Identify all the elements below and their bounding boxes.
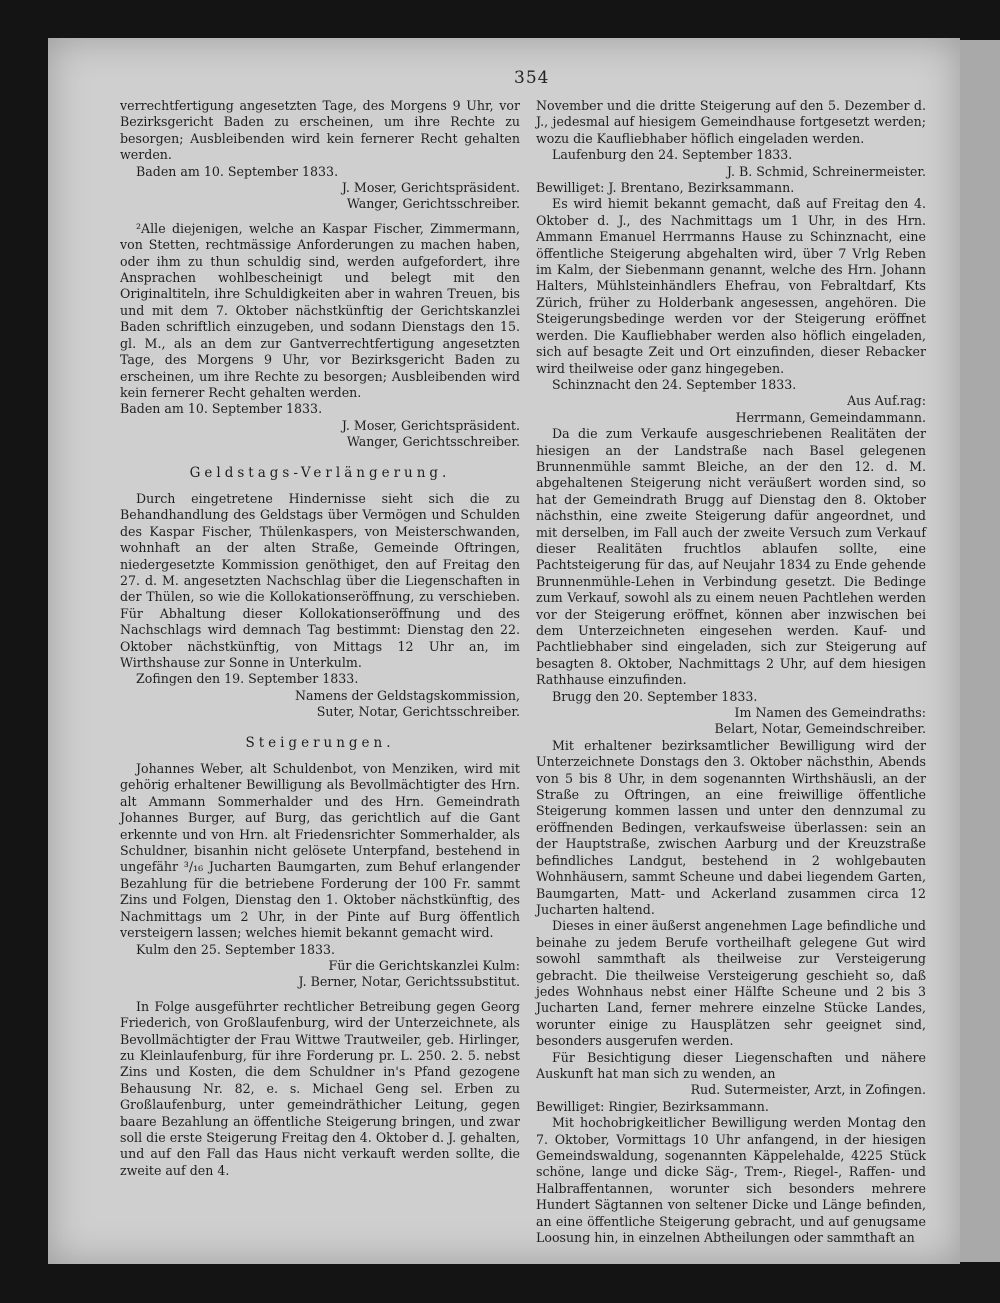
left-column	[120, 98, 520, 1179]
signature: Rud. Sutermeister, Arzt, in Zofingen.	[690, 1082, 926, 1098]
notice-date: Brugg den 20. September 1833.	[552, 688, 758, 704]
notice-body: Johannes Weber, alt Schuldenbot, von Menziken, wird mit gehörig erhaltener Bewilligung als Bevollmächtigter des Hrn. alt Ammann Sommerhalder und des Hrn. Gemeindrath Johannes Burger, auf Burg, das gerichtlich auf die Gant erkennte und von Hrn. alt Friedensrichter Sommerhalder, als Schuldner, bisanhin nicht gelösete Unterpfand, bestehend in ungefähr ³/₁₆ Jucharten Baumgarten, zum Behuf erlangender Bezahlung für die betriebene Forderung der 100 Fr. sammt Zins und Folgen, Dienstag den 1. Oktober nächstkünftig, des Nachmittags um 2 Uhr, in der Pinte auf Burg öffentlich versteigern lassen; welches hiemit bekannt gemacht wird.	[120, 761, 520, 941]
signature: Wanger, Gerichtsschreiber.	[346, 196, 520, 212]
notice-body: Durch eingetretene Hindernisse sieht sich die zu Behandhandlung des Geldstags über Vermögen und Schulden des Kaspar Fischer, Thülenkaspers, von Meisterschwanden, wohnhaft an der alten Straße, Gemeinde Oftringen, niedergesetzte Kommission genöthiget, den auf Freitag den 27. d. M. angesetzten Nachschlag über die Liegenschaften in der Thülen, so wie die Kollokationseröffnung, zu verschieben. Für Abhaltung dieser Kollokationseröffnung und des Nachschlags wird demnach Tag bestimmt: Dienstag den 22. Oktober nächstkünftig, von Mittags 12 Uhr an, im Wirthshause zur Sonne in Unterkulm.	[120, 490, 520, 670]
signature: J. B. Schmid, Schreinermeister.	[726, 163, 926, 179]
signature: J. Moser, Gerichtspräsident.	[341, 180, 520, 196]
signature: Herrmann, Gemeindammann.	[735, 409, 926, 425]
notice-date: Schinznacht den 24. September 1833.	[552, 376, 797, 392]
adjacent-page-edge	[960, 40, 1000, 1262]
notice-continuation: November und die dritte Steigerung auf den 5. Dezember d. J., jedesmal auf hiesigem Gemeindhause fortgesetzt werden; wozu die Kaufliebhaber höflich eingeladen werden.	[536, 98, 926, 146]
notice-date: Baden am 10. September 1833.	[120, 401, 323, 417]
notice-date: Baden am 10. September 1833.	[136, 163, 339, 179]
newspaper-page	[48, 38, 960, 1264]
signature: J. Berner, Notar, Gerichtssubstitut.	[298, 974, 520, 990]
section-heading: Geldstags-Verlängerung.	[189, 464, 451, 481]
right-column	[536, 98, 926, 1246]
approval-line: Bewilliget: J. Brentano, Bezirksammann.	[536, 180, 795, 196]
notice-date: Zofingen den 19. September 1833.	[136, 671, 359, 687]
signature: Aus Auf.rag:	[847, 393, 926, 409]
signature: Für die Gerichtskanzlei Kulm:	[328, 957, 520, 973]
signature: Suter, Notar, Gerichtsschreiber.	[316, 704, 520, 720]
section-heading: Steigerungen.	[245, 734, 395, 751]
notice-body: In Folge ausgeführter rechtlicher Betreibung gegen Georg Friederich, von Großlaufenburg, wird der Unterzeichnete, als Bevollmächtigter der Frau Wittwe Trautweiler, geb. Hirlinger, zu Kleinlaufenburg, für ihre Forderung pr. L. 250. 2. 5. nebst Zins und Kosten, die dem Schuldner in's Pfand gezogene Behausung Nr. 82, e. s. Michael Geng sel. Erben zu Großlaufenburg, unter gemeindräthicher Leitung, gegen baare Bezahlung an öffentliche Steigerung bringen, und zwar soll die erste Steigerung Freitag den 4. Oktober d. J. gehalten, und auf den Fall das Haus nicht verkauft werden sollte, die zweite auf den 4.	[120, 998, 520, 1178]
notice-body: ²Alle diejenigen, welche an Kaspar Fischer, Zimmermann, von Stetten, rechtmässige Anforderungen zu machen haben, oder ihm zu thun schuldig sind, werden aufgefordert, ihre Ansprachen wohlbescheinigt und belegt mit den Originaltiteln, ihre Schuldigkeiten aber in wahren Treuen, bis und mit dem 7. Oktober nächstkünftig der Gerichtskanzlei Baden schriftlich einzugeben, und sodann Dienstags den 15. gl. M., als an dem zur Gantverrechtfertigung angesetzten Tage, des Morgens 9 Uhr, vor Bezirksgericht Baden zu erscheinen, um ihre Rechte zu besorgen; Ausbleibenden wird kein fernerer Recht gehalten werden.	[120, 220, 520, 400]
notice-body: Dieses in einer äußerst angenehmen Lage befindliche und beinahe zu jedem Berufe vortheilhaft gelegene Gut wird sowohl sammthaft als theilweise zur Versteigerung gebracht. Die theilweise Versteigerung geschieht so, daß jedes Wohnhaus nebst einer Hälfte Scheune und 2 bis 3 Jucharten Land, ferner mehrere einzelne Stücke Landes, worunter einige zu Hausplätzen sehr geeignet sind, besonders ausgerufen werden.	[536, 918, 926, 1049]
signature: Belart, Notar, Gemeindschreiber.	[714, 721, 926, 737]
notice-continuation: verrechtfertigung angesetzten Tage, des Morgens 9 Uhr, vor Bezirksgericht Baden zu erscheinen, um ihre Rechte zu besorgen; Ausbleibenden wird kein fernerer Recht gehalten werden.	[120, 98, 520, 163]
notice-date: Kulm den 25. September 1833.	[136, 941, 336, 957]
notice-body: Für Besichtigung dieser Liegenschaften und nähere Auskunft hat man sich zu wenden, an	[536, 1049, 926, 1081]
signature: Im Namen des Gemeindraths:	[734, 705, 926, 721]
page-number: 354	[514, 68, 550, 88]
approval-line: Bewilliget: Ringier, Bezirksammann.	[536, 1098, 769, 1114]
notice-date: Laufenburg den 24. September 1833.	[552, 147, 793, 163]
signature: J. Moser, Gerichtspräsident.	[341, 417, 520, 433]
signature: Wanger, Gerichtsschreiber.	[346, 434, 520, 450]
notice-body: Es wird hiemit bekannt gemacht, daß auf Freitag den 4. Oktober d. J., des Nachmittags um 1 Uhr, in des Hrn. Ammann Emanuel Herrmanns Hause zu Schinznacht, eine öffentliche Steigerung abgehalten wird, über 7 Vrlg Reben im Kalm, der Siebenmann genannt, welche des Hrn. Johann Halters, Mühlsteinhändlers Ehefrau, von Febraltdarf, Kts Zürich, früher zu Holderbank angesessen, angehören. Die Steigerungsbedinge werden vor der Steigerung eröffnet werden. Die Kaufliebhaber werden also höflich eingeladen, sich auf besagte Zeit und Ort einzufinden, dieser Rebacker wird theilweise oder ganz hingegeben.	[536, 196, 926, 376]
notice-body: Mit hochobrigkeitlicher Bewilligung werden Montag den 7. Oktober, Vormittags 10 Uhr anfangend, in der hiesigen Gemeindswaldung, sogenannten Käppelehalde, 4225 Stück schöne, lange und dicke Säg-, Trem-, Riegel-, Raffen- und Halbraffentannen, worunter sich besonders mehrere Hundert Sägtannen von seltener Dicke und Länge befinden, an eine öffentliche Steigerung gebracht, und auf genugsame Loosung hin, in einzelnen Abtheilungen oder sammthaft an	[536, 1115, 926, 1246]
notice-body: Mit erhaltener bezirksamtlicher Bewilligung wird der Unterzeichnete Donstags den 3. Oktober nächsthin, Abends von 5 bis 8 Uhr, in dem sogenannten Wirthshäusli, an der Straße zu Oftringen, an eine freiwillige öffentliche Steigerung kommen lassen und unter den dennzumal zu eröffnenden Bedingen, verkaufsweise überlassen: sein an der Hauptstraße, zwischen Aarburg und der Kreuzstraße befindliches Landgut, bestehend in 2 wohlgebauten Wohnhäusern, sammt Scheune und dabei liegendem Garten, Baumgarten, Matt- und Ackerland zusammen circa 12 Jucharten haltend.	[536, 737, 926, 917]
signature: Namens der Geldstagskommission,	[295, 687, 520, 703]
notice-body: Da die zum Verkaufe ausgeschriebenen Realitäten der hiesigen an der Landstraße nach Basel gelegenen Brunnenmühle sammt Bleiche, an der den 12. d. M. abgehaltenen Steigerung nicht veräußert worden sind, so hat der Gemeindrath Brugg auf Dienstag den 8. Oktober nächsthin, eine zweite Steigerung dafür angeordnet, und mit derselben, im Fall auch der zweite Versuch zum Verkauf dieser Realitäten fruchtlos ablaufen sollte, eine Pachtsteigerung für das, auf Neujahr 1834 zu Ende gehende Brunnenmühle-Lehen in Verbindung gesetzt. Die Bedinge zum Verkauf, sowohl als zu einem neuen Pachtlehen werden vor der Steigerung eröffnet, können aber inzwischen bei dem Unterzeichneten eingesehen werden. Kauf- und Pachtliebhaber sind eingeladen, sich zur Steigerung auf besagten 8. Oktober, Nachmittags 2 Uhr, auf dem hiesigen Rathhause einzufinden.	[536, 426, 926, 688]
